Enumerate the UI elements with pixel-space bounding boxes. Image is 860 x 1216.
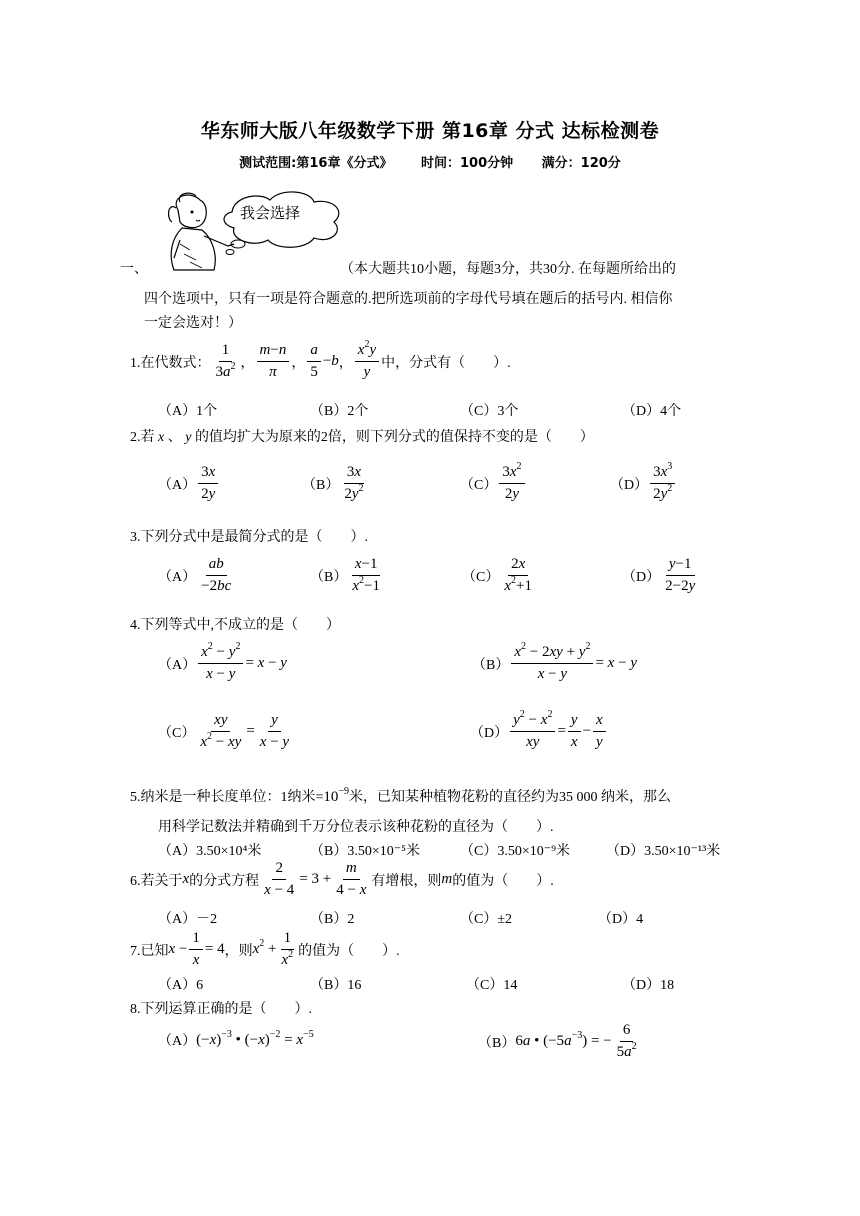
q2-option-d[interactable]: （D） $\frac{3x^3}{2y^2}$ [610, 464, 677, 504]
q2-text-c: 的值均扩大为原来的2倍，则下列分式的值保持不变的是（ ） [194, 430, 594, 445]
q1-prefix: 1.在代数式： [130, 355, 211, 371]
q7-option-c[interactable]: （C）14 [466, 978, 518, 993]
q2-label-d: （D） [610, 477, 649, 493]
q3-option-b[interactable]: （B） $\frac{x-1}{x^2-1}$ [310, 556, 380, 595]
q2-label-b: （B） [302, 477, 340, 493]
q7-option-d[interactable]: （D）18 [622, 978, 675, 993]
test-time: 时间：100分钟 [421, 156, 514, 171]
q5-option-c[interactable]: （C）3.50×10⁻⁹米 [460, 844, 571, 859]
q5-text-b: 米，已知某种植物花粉的直径约为35 000 纳米，那么 [349, 790, 672, 805]
q2-label-c: （C） [460, 477, 498, 493]
q3-option-d[interactable]: （D） $\frac{y-1}{2-2y}$ [622, 556, 696, 595]
q7-option-a[interactable]: （A）6 [158, 978, 204, 993]
question-5-line-2: 用科学记数法并精确到千万分位表示该种花粉的直径为（ ）. [158, 820, 554, 835]
q6-text-c: 有增根，则 [371, 873, 442, 889]
q3-label-a: （A） [158, 569, 197, 585]
test-scope: 测试范围:第16章《分式》 [239, 156, 393, 171]
q4-option-b[interactable]: （B） $\frac{x^2 - 2xy + y^2}{x - y}$ = x − y [472, 641, 637, 683]
page-title: 华东师大版八年级数学下册 第16章 分式 达标检测卷 [200, 120, 660, 142]
q8-option-a[interactable]: （A） $(-x)^{-3}$ • $(-x)^{-2} = x^{-5}$ [158, 1028, 314, 1049]
q4-label-d: （D） [470, 725, 509, 741]
instruction-line-2: 四个选项中，只有一项是符合题意的.把所选项前的字母代号填在题后的括号内. 相信你 [144, 292, 673, 307]
q6-option-d[interactable]: （D）4 [598, 912, 644, 927]
q6-text-a: 6.若关于 [130, 873, 183, 889]
instruction-line-1: （本大题共10小题，每题3分，共30分. 在每题所给出的 [340, 262, 676, 277]
q8-option-b[interactable]: （B） 6a • $(-5a^{-3})$ = − $\frac{6}{5a^2}$ [478, 1022, 637, 1061]
bubble-text: 我会选择 [240, 204, 301, 222]
q4-option-c[interactable]: （C） $\frac{xy}{x^2 - xy}$ = $\frac{y}{x - y}$ [158, 712, 290, 751]
q7-option-b[interactable]: （B）16 [310, 978, 362, 993]
q4-option-a[interactable]: （A） $\frac{x^2 - y^2}{x - y}$ = x − y [158, 641, 287, 683]
q2-option-a[interactable]: （A） $\frac{3x}{2y}$ [158, 464, 220, 504]
q2-text-b: 、 [167, 430, 182, 445]
question-8: 8.下列运算正确的是（ ）. [130, 1002, 312, 1017]
question-2: 2.若 x 、 y 的值均扩大为原来的2倍，则下列分式的值保持不变的是（ ） [130, 430, 594, 445]
q7-text-a: 7.已知 [130, 943, 169, 959]
q3-option-c[interactable]: （C） $\frac{2x}{x^2+1}$ [462, 556, 532, 595]
q4-label-b: （B） [472, 657, 510, 673]
q6-option-b[interactable]: （B）2 [310, 912, 355, 927]
q5-text-a: 5.纳米是一种长度单位：1纳米= [130, 790, 324, 805]
instruction-line-3: 一定会选对！） [144, 316, 242, 331]
q3-option-a[interactable]: （A） $\frac{ab}{-2bc}$ [158, 556, 232, 595]
question-6: 6.若关于 x 的分式方程 $\frac{2}{x - 4}$ = 3 + $\frac{m}{4 - x}$ 有增根，则 m 的值为（ ）. [130, 860, 554, 899]
q6-text-d: 的值为（ ）. [452, 873, 554, 889]
q8-label-b: （B） [478, 1035, 516, 1051]
q1-option-d[interactable]: （D）4个 [622, 404, 682, 419]
q4-label-a: （A） [158, 657, 197, 673]
q3-label-c: （C） [462, 569, 500, 585]
question-3: 3.下列分式中是最简分式的是（ ）. [130, 530, 368, 545]
q2-label-a: （A） [158, 477, 197, 493]
q7-text-b: ，则 [224, 943, 253, 959]
q7-text-c: 的值为（ ）. [298, 943, 400, 959]
q5-option-b[interactable]: （B）3.50×10⁻⁵米 [310, 844, 421, 859]
q3-label-d: （D） [622, 569, 661, 585]
q6-text-b: 的分式方程 [189, 873, 260, 889]
test-info [0, 152, 860, 171]
q1-option-c[interactable]: （C）3个 [460, 404, 519, 419]
q1-option-a[interactable]: （A）1个 [158, 404, 218, 419]
q2-option-c[interactable]: （C） $\frac{3x^2}{2y}$ [460, 464, 527, 504]
question-4: 4.下列等式中,不成立的是（ ） [130, 618, 340, 633]
q2-option-b[interactable]: （B） $\frac{3x}{2y^2}$ [302, 464, 364, 503]
q4-option-d[interactable]: （D） $\frac{y^2 - x^2}{xy}$ = $\frac{y}{x}$ − $\frac{x}{y}$ [470, 712, 608, 752]
q6-option-c[interactable]: （C）±2 [460, 912, 513, 927]
question-5-line-1: 5.纳米是一种长度单位：1纳米$=10^{-9}$米，已知某种植物花粉的直径约为35 000 纳米，那么 [130, 786, 672, 805]
test-score: 满分：120分 [541, 156, 621, 171]
q8-label-a: （A） [158, 1034, 197, 1049]
question-7: 7.已知 x − $\frac{1}{x}$ = 4 ，则 $x^2$ + $\frac{1}{x^2}$ 的值为（ ）. [130, 930, 400, 969]
q1-suffix: 中，分式有（ ）. [381, 355, 511, 371]
q4-label-c: （C） [158, 725, 196, 741]
q2-text-a: 2.若 [130, 430, 155, 445]
q3-label-b: （B） [310, 569, 348, 585]
q5-option-d[interactable]: （D）3.50×10⁻¹³米 [606, 844, 721, 859]
question-1: 1.在代数式： $\frac{1}{3a^2}$ ， $\frac{m-n}{\pi}$ ， $\frac{a}{5}$ −b ， $\frac{x^2y}{y}$ 中，分式有（ ）. [130, 339, 511, 381]
q1-option-b[interactable]: （B）2个 [310, 404, 369, 419]
q5-option-a[interactable]: （A）3.50×10⁴米 [158, 844, 262, 859]
section-number: 一、 [120, 262, 148, 277]
q6-option-a[interactable]: （A）－2 [158, 912, 218, 927]
